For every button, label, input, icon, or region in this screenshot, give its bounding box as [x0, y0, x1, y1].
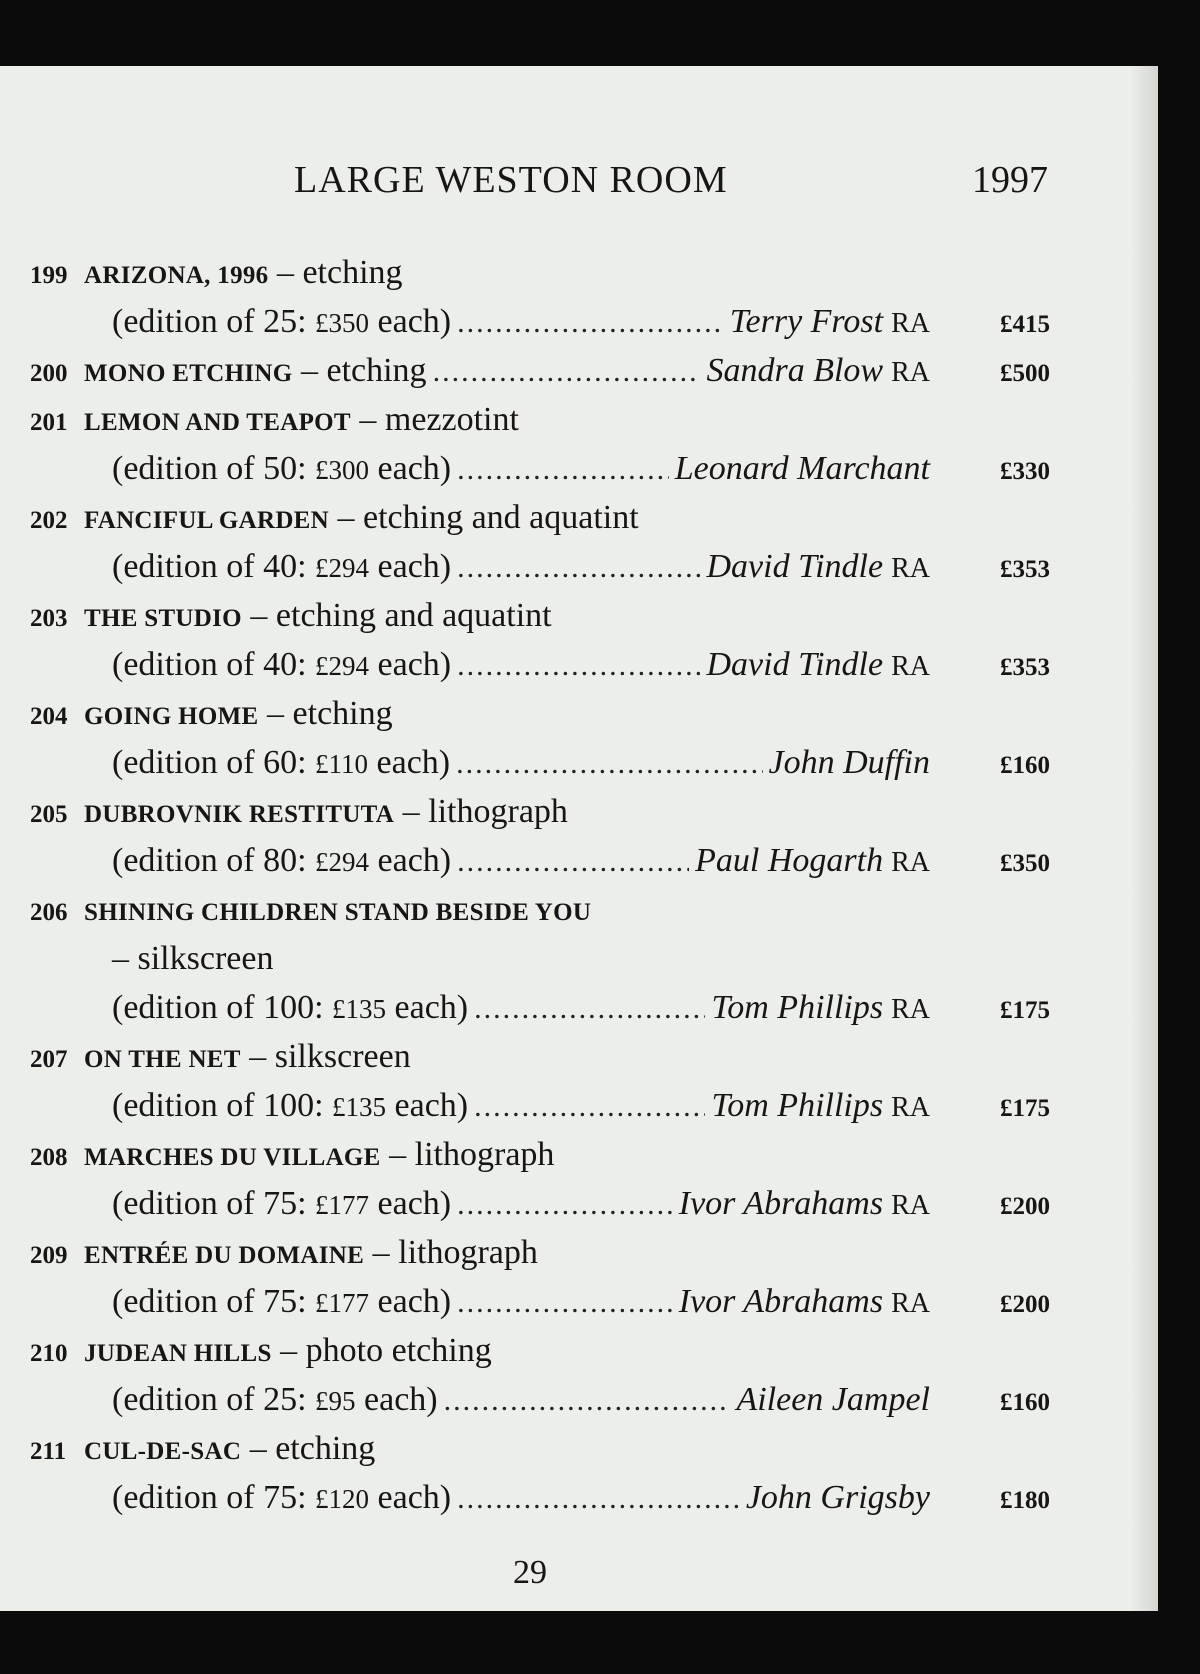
entry-title-line: [30, 1130, 1050, 1179]
edition-info: (edition of 100: £135 each): [112, 989, 469, 1026]
entry-medium: etching and aquatint: [275, 597, 552, 634]
entry-detail-line: [30, 297, 1050, 346]
leader-dots: [444, 1376, 731, 1425]
entry-title: THE STUDIO: [84, 605, 242, 632]
entry-medium: mezzotint: [384, 401, 519, 438]
dash: –: [268, 254, 303, 291]
leader-dots: [457, 1180, 673, 1229]
entry-number: 211: [30, 1438, 67, 1465]
entry-number: 203: [30, 605, 68, 632]
entry-single-line: [30, 346, 1050, 395]
entry-price: £415: [1000, 311, 1050, 338]
entry-title: GOING HOME: [84, 703, 259, 730]
entry-detail-line: [30, 1473, 1050, 1522]
dash: –: [241, 597, 276, 634]
entry-detail-line: [30, 1375, 1050, 1424]
entry-medium: etching: [326, 352, 427, 389]
entry-medium: etching: [302, 254, 403, 291]
entry-price: £160: [1000, 752, 1050, 779]
entry-detail-line: [30, 738, 1050, 787]
edition-info: (edition of 80: £294 each): [112, 842, 452, 879]
leader-dots: [474, 1082, 705, 1131]
artist-name: Leonard Marchant: [674, 450, 930, 487]
entry-price: £500: [1000, 360, 1050, 387]
leader-dots: [457, 1474, 740, 1523]
artist-name: David Tindle RA: [706, 646, 930, 683]
page-header: [0, 158, 1158, 206]
edition-info: (edition of 40: £294 each): [112, 548, 452, 585]
dash: –: [329, 499, 364, 536]
edition-info: (edition of 75: £177 each): [112, 1283, 452, 1320]
artist-name: Ivor Abrahams RA: [678, 1283, 930, 1320]
leader-dots: [457, 543, 700, 592]
entry-number: 206: [30, 899, 68, 926]
entry-medium: etching and aquatint: [363, 499, 639, 536]
entry-title-line: [30, 885, 1050, 934]
edition-info: (edition of 75: £120 each): [112, 1479, 452, 1516]
entry-detail-line: [30, 1277, 1050, 1326]
room-title: LARGE WESTON ROOM: [294, 159, 728, 201]
entry-title: ENTRÉE DU DOMAINE: [84, 1242, 365, 1269]
dash: –: [364, 1234, 399, 1271]
entry-price: £175: [1000, 997, 1050, 1024]
leader-dots: [457, 641, 700, 690]
entry-number: 201: [30, 409, 68, 436]
entry-number: 202: [30, 507, 68, 534]
entry-price: £330: [1000, 458, 1050, 485]
entry-title-line: [30, 1326, 1050, 1375]
entry-title: MARCHES DU VILLAGE: [84, 1144, 381, 1171]
edition-info: (edition of 40: £294 each): [112, 646, 452, 683]
entry-medium: silkscreen: [137, 940, 274, 977]
entry-title-line: [30, 395, 1050, 444]
entry-title-line: [30, 689, 1050, 738]
artist-name: John Grigsby: [745, 1479, 930, 1516]
leader-dots: [457, 298, 724, 347]
entry-number: 199: [30, 262, 68, 289]
entry-detail-line: [30, 444, 1050, 493]
dash: –: [112, 940, 138, 977]
edition-info: (edition of 25: £350 each): [112, 303, 452, 340]
entry-title-line: [30, 787, 1050, 836]
dash: –: [350, 401, 385, 438]
entry-price: £353: [1000, 654, 1050, 681]
entry-title: JUDEAN HILLS: [84, 1340, 272, 1367]
edition-info: (edition of 25: £95 each): [112, 1381, 438, 1418]
entry-title-line: [30, 493, 1050, 542]
dash: –: [240, 1038, 275, 1075]
dash: –: [258, 695, 293, 732]
entry-price: £180: [1000, 1487, 1050, 1514]
catalogue-entries: [30, 248, 1050, 1522]
entry-medium: etching: [275, 1430, 376, 1467]
entry-medium: lithograph: [398, 1234, 538, 1271]
dash: –: [241, 1430, 276, 1467]
entry-price: £350: [1000, 850, 1050, 877]
leader-dots: [457, 837, 689, 886]
entry-number: 209: [30, 1242, 68, 1269]
leader-dots: [474, 984, 705, 1033]
artist-name: Tom Phillips RA: [711, 989, 930, 1026]
artist-name: Paul Hogarth RA: [695, 842, 930, 879]
entry-price: £200: [1000, 1291, 1050, 1318]
artist-name: Terry Frost RA: [729, 303, 930, 340]
entry-medium: etching: [292, 695, 393, 732]
artist-name: David Tindle RA: [706, 548, 930, 585]
edition-info: (edition of 100: £135 each): [112, 1087, 469, 1124]
dash: –: [380, 1136, 415, 1173]
entry-title: SHINING CHILDREN STAND BESIDE YOU: [84, 899, 592, 926]
leader-dots: [457, 1278, 673, 1327]
catalogue-page: [0, 66, 1158, 1611]
page-number: 29: [513, 1554, 547, 1591]
entry-number: 200: [30, 360, 68, 387]
entry-title-line: [30, 1228, 1050, 1277]
entry-number: 208: [30, 1144, 68, 1171]
leader-dots: [433, 347, 701, 396]
entry-title: MONO ETCHING: [84, 360, 293, 387]
entry-title: LEMON AND TEAPOT: [84, 409, 351, 436]
entry-detail-line: [30, 836, 1050, 885]
entry-price: £160: [1000, 1389, 1050, 1416]
year: 1997: [972, 159, 1048, 201]
entry-detail-line: [30, 1081, 1050, 1130]
artist-name: Sandra Blow RA: [706, 352, 930, 389]
artist-name: Ivor Abrahams RA: [678, 1185, 930, 1222]
leader-dots: [457, 445, 669, 494]
artist-name: Tom Phillips RA: [711, 1087, 930, 1124]
entry-title-line: [30, 1032, 1050, 1081]
entry-title-line: [30, 591, 1050, 640]
entry-medium-line: [30, 934, 1050, 983]
leader-dots: [456, 739, 762, 788]
dash: –: [271, 1332, 306, 1369]
entry-number: 210: [30, 1340, 68, 1367]
entry-title: DUBROVNIK RESTITUTA: [84, 801, 395, 828]
entry-medium: photo etching: [305, 1332, 492, 1369]
entry-title: ON THE NET: [84, 1046, 241, 1073]
entry-title: CUL-DE-SAC: [84, 1438, 242, 1465]
entry-medium: silkscreen: [274, 1038, 411, 1075]
edition-info: (edition of 50: £300 each): [112, 450, 452, 487]
page-edge-shadow: [1130, 66, 1158, 1611]
dash: –: [394, 793, 429, 830]
entry-price: £353: [1000, 556, 1050, 583]
artist-name: John Duffin: [768, 744, 930, 781]
entry-price: £200: [1000, 1193, 1050, 1220]
entry-title-line: [30, 248, 1050, 297]
entry-medium: lithograph: [428, 793, 568, 830]
entry-detail-line: [30, 542, 1050, 591]
entry-title: ARIZONA, 1996: [84, 262, 269, 289]
artist-name: Aileen Jampel: [736, 1381, 930, 1418]
entry-number: 205: [30, 801, 68, 828]
entry-medium: lithograph: [414, 1136, 555, 1173]
entry-number: 204: [30, 703, 68, 730]
entry-detail-line: [30, 1179, 1050, 1228]
entry-heading: 200 MONO ETCHING – etching: [30, 346, 427, 398]
entry-number: 207: [30, 1046, 68, 1073]
entry-price: £175: [1000, 1095, 1050, 1122]
entry-title: FANCIFUL GARDEN: [84, 507, 330, 534]
edition-info: (edition of 75: £177 each): [112, 1185, 452, 1222]
edition-info: (edition of 60: £110 each): [112, 744, 451, 781]
entry-title-line: [30, 1424, 1050, 1473]
entry-detail-line: [30, 640, 1050, 689]
entry-detail-line: [30, 983, 1050, 1032]
